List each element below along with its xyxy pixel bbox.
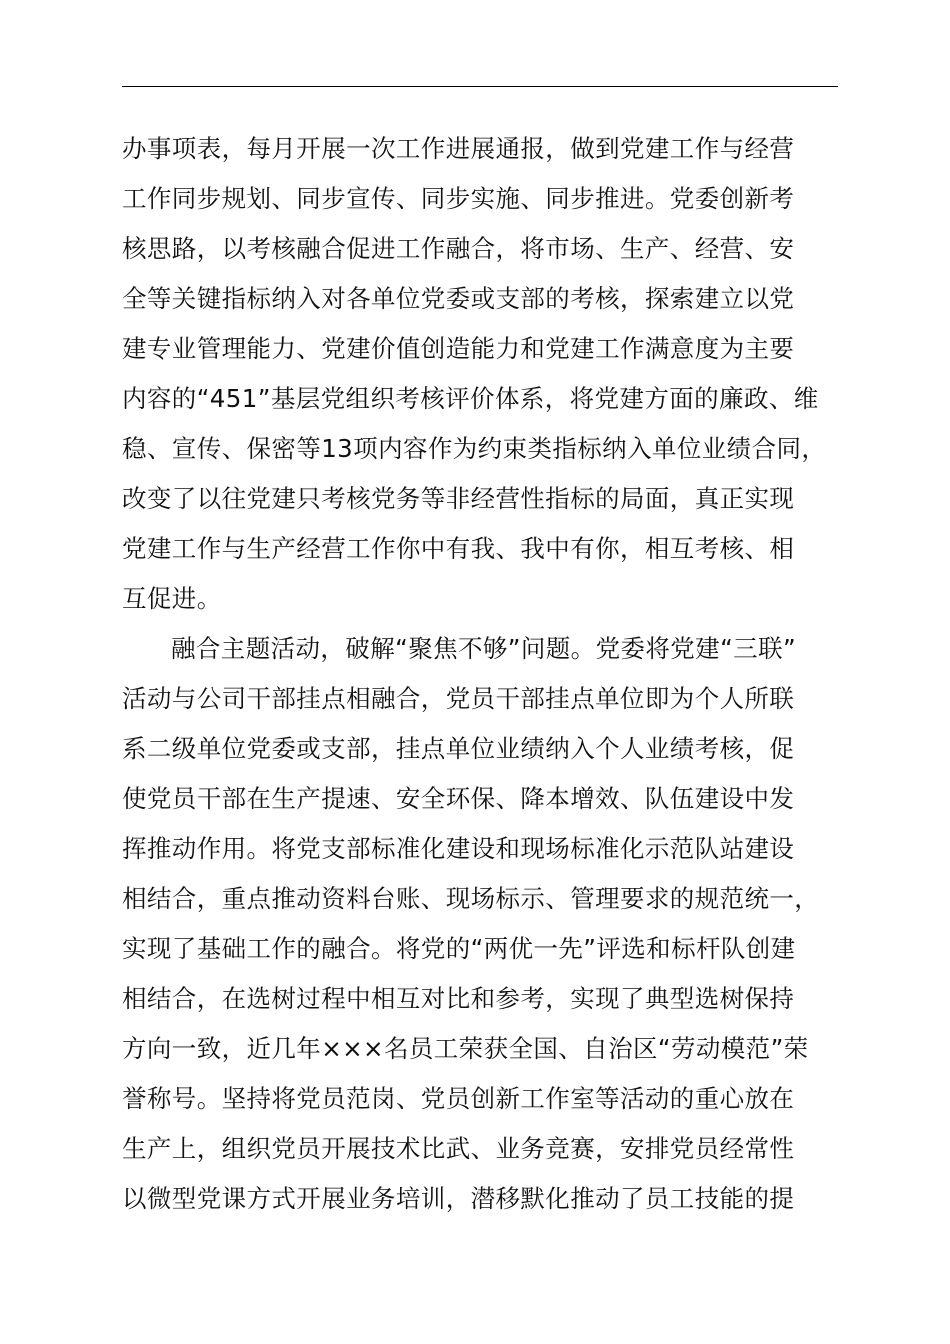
text-line: 实现了基础工作的融合。将党的“两优一先”评选和标杆队创建 [122,934,796,963]
text-line: 全等关键指标纳入对各单位党委或支部的考核，探索建立以党 [122,284,795,313]
text-line: 相结合，在选树过程中相互对比和参考，实现了典型选树保持 [122,984,795,1013]
text-line: 内容的“451”基层党组织考核评价体系，将党建方面的廉政、维 [122,384,819,413]
text-line: 办事项表，每月开展一次工作进展通报，做到党建工作与经营 [122,134,795,163]
paragraph-start-line: 融合主题活动，破解“聚焦不够”问题。党委将党建“三联” [171,634,797,663]
text-line: 誉称号。坚持将党员范岗、党员创新工作室等活动的重心放在 [122,1084,795,1113]
text-line: 互促进。 [122,584,222,613]
text-line: 以微型党课方式开展业务培训，潜移默化推动了员工技能的提 [122,1184,795,1213]
header-rule [122,86,838,87]
text-line: 相结合，重点推动资料台账、现场标示、管理要求的规范统一， [122,884,820,913]
text-line: 生产上，组织党员开展技术比武、业务竞赛，安排党员经常性 [122,1134,795,1163]
text-line: 建专业管理能力、党建价值创造能力和党建工作满意度为主要 [122,334,795,363]
body-text [122,124,842,1224]
text-line: 稳、宣传、保密等13项内容作为约束类指标纳入单位业绩合同， [122,434,827,463]
text-line: 改变了以往党建只考核党务等非经营性指标的局面，真正实现 [122,484,795,513]
text-line: 活动与公司干部挂点相融合，党员干部挂点单位即为个人所联 [122,684,795,713]
text-line: 核思路，以考核融合促进工作融合，将市场、生产、经营、安 [122,234,795,263]
text-line: 方向一致，近几年×××名员工荣获全国、自治区“劳动模范”荣 [122,1034,809,1063]
text-line: 党建工作与生产经营工作你中有我、我中有你，相互考核、相 [122,534,795,563]
text-line: 系二级单位党委或支部，挂点单位业绩纳入个人业绩考核，促 [122,734,795,763]
text-line: 挥推动作用。将党支部标准化建设和现场标准化示范队站建设 [122,834,795,863]
text-line: 工作同步规划、同步宣传、同步实施、同步推进。党委创新考 [122,184,795,213]
text-line: 使党员干部在生产提速、安全环保、降本增效、队伍建设中发 [122,784,795,813]
